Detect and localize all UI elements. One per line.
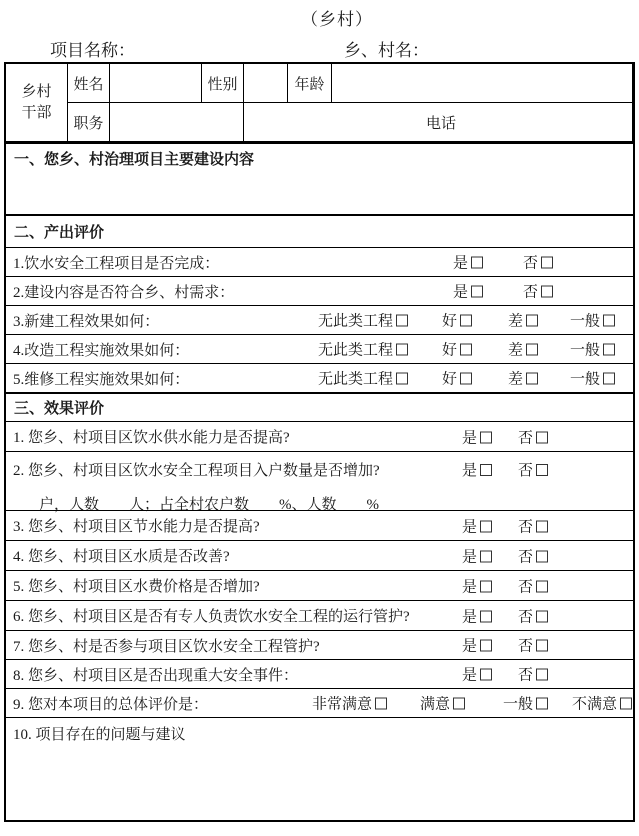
checkbox-no[interactable]: 否 xyxy=(518,459,548,480)
gender-value-cell[interactable] xyxy=(244,64,288,103)
question-row-s3-2 xyxy=(6,451,633,513)
section-1-construction-content[interactable] xyxy=(6,142,633,214)
survey-form-table xyxy=(4,62,635,822)
checkbox-icon xyxy=(536,640,548,652)
name-value-cell[interactable] xyxy=(110,64,202,103)
question-label: 4. 您乡、村项目区水质是否改善? xyxy=(13,549,230,565)
checkbox-unsatisfied[interactable]: 不满意 xyxy=(572,693,632,714)
question-row-s3-10-problems-suggestions[interactable] xyxy=(6,717,633,820)
checkbox-yes[interactable]: 是 xyxy=(453,252,483,273)
question-label: 3.新建工程效果如何： xyxy=(13,313,160,330)
question-row-s2-5 xyxy=(6,363,633,392)
phone-label: 电话 xyxy=(425,115,456,132)
position-label: 职务 xyxy=(68,103,110,142)
checkbox-no[interactable]: 否 xyxy=(518,515,548,536)
question-row-s3-1 xyxy=(6,421,633,451)
checkbox-yes[interactable]: 是 xyxy=(462,605,492,626)
project-name-label: 项目名称： xyxy=(50,41,135,60)
checkbox-icon xyxy=(471,257,483,269)
village-name-label: 乡、村名： xyxy=(344,41,429,60)
checkbox-average[interactable]: 一般 xyxy=(503,693,548,714)
checkbox-icon xyxy=(526,344,538,356)
question-row-s2-2 xyxy=(6,276,633,305)
checkbox-icon xyxy=(396,373,408,385)
checkbox-icon xyxy=(536,669,548,681)
checkbox-icon xyxy=(375,698,387,710)
checkbox-no[interactable]: 否 xyxy=(523,281,553,302)
checkbox-icon xyxy=(460,373,472,385)
checkbox-icon xyxy=(460,315,472,327)
checkbox-no[interactable]: 否 xyxy=(518,545,548,566)
gender-label: 性别 xyxy=(202,64,244,103)
checkbox-good[interactable]: 好 xyxy=(442,310,472,331)
question-row-s3-6 xyxy=(6,600,633,630)
section-1-heading: 一、您乡、村治理项目主要建设内容 xyxy=(14,151,255,168)
question-row-s3-8 xyxy=(6,659,633,688)
cadre-info-table xyxy=(6,64,633,142)
question-label: 9. 您对本项目的总体评价是： xyxy=(13,696,209,713)
question-label: 2.建设内容是否符合乡、村需求： xyxy=(13,284,235,301)
checkbox-average[interactable]: 一般 xyxy=(570,339,615,360)
checkbox-no[interactable]: 否 xyxy=(523,252,553,273)
question-label: 1. 您乡、村项目区饮水供水能力是否提高? xyxy=(13,430,290,446)
checkbox-icon xyxy=(536,698,548,710)
checkbox-yes[interactable]: 是 xyxy=(462,635,492,656)
question-row-s3-4 xyxy=(6,540,633,570)
checkbox-no[interactable]: 否 xyxy=(518,575,548,596)
question-label: 8. 您乡、村项目区是否出现重大安全事件： xyxy=(13,667,299,684)
question-row-s2-4 xyxy=(6,334,633,363)
section-2-heading: 二、产出评价 xyxy=(14,224,105,241)
checkbox-icon xyxy=(480,550,492,562)
checkbox-yes[interactable]: 是 xyxy=(462,575,492,596)
checkbox-none-of-type[interactable]: 无此类工程 xyxy=(318,368,408,389)
question-label: 1.饮水安全工程项目是否完成： xyxy=(13,255,220,272)
question-label: 5.维修工程实施效果如何： xyxy=(13,371,190,388)
checkbox-no[interactable]: 否 xyxy=(518,426,548,447)
checkbox-icon xyxy=(536,580,548,592)
checkbox-no[interactable]: 否 xyxy=(518,664,548,685)
checkbox-yes[interactable]: 是 xyxy=(453,281,483,302)
checkbox-icon xyxy=(480,431,492,443)
section-2-header xyxy=(6,214,633,247)
checkbox-icon xyxy=(536,520,548,532)
checkbox-icon xyxy=(536,431,548,443)
age-value-cell[interactable] xyxy=(332,64,633,103)
checkbox-icon xyxy=(460,344,472,356)
checkbox-icon xyxy=(526,315,538,327)
question-row-s2-1 xyxy=(6,247,633,276)
checkbox-icon xyxy=(480,580,492,592)
question-row-s2-3 xyxy=(6,305,633,334)
page-title: （乡村） xyxy=(301,10,373,29)
checkbox-yes[interactable]: 是 xyxy=(462,545,492,566)
checkbox-none-of-type[interactable]: 无此类工程 xyxy=(318,310,408,331)
checkbox-yes[interactable]: 是 xyxy=(462,459,492,480)
question-label: 2. 您乡、村项目区饮水安全工程项目入户数量是否增加? xyxy=(13,463,380,479)
checkbox-no[interactable]: 否 xyxy=(518,635,548,656)
cadre-role-label-cell xyxy=(6,64,68,142)
checkbox-bad[interactable]: 差 xyxy=(508,339,538,360)
position-value-cell[interactable] xyxy=(110,103,244,142)
question-label: 5. 您乡、村项目区水费价格是否增加? xyxy=(13,579,260,595)
question-label: 6. 您乡、村项目区是否有专人负责饮水安全工程的运行管护? xyxy=(13,609,410,625)
checkbox-average[interactable]: 一般 xyxy=(570,310,615,331)
question-label: 4.改造工程实施效果如何： xyxy=(13,342,190,359)
question-row-s3-5 xyxy=(6,570,633,600)
checkbox-bad[interactable]: 差 xyxy=(508,368,538,389)
checkbox-icon xyxy=(603,315,615,327)
checkbox-icon xyxy=(620,698,632,710)
question-label: 3. 您乡、村项目区节水能力是否提高? xyxy=(13,519,260,535)
section-3-heading: 三、效果评价 xyxy=(14,400,105,417)
checkbox-good[interactable]: 好 xyxy=(442,368,472,389)
checkbox-satisfied[interactable]: 满意 xyxy=(420,693,465,714)
checkbox-yes[interactable]: 是 xyxy=(462,515,492,536)
checkbox-yes[interactable]: 是 xyxy=(462,426,492,447)
checkbox-icon xyxy=(396,344,408,356)
checkbox-yes[interactable]: 是 xyxy=(462,664,492,685)
checkbox-icon xyxy=(541,286,553,298)
section-3-header xyxy=(6,392,633,421)
checkbox-icon xyxy=(480,640,492,652)
checkbox-none-of-type[interactable]: 无此类工程 xyxy=(318,339,408,360)
question-row-s3-7 xyxy=(6,630,633,659)
checkbox-icon xyxy=(480,610,492,622)
question-label: 7. 您乡、村是否参与项目区饮水安全工程管护? xyxy=(13,638,320,655)
checkbox-icon xyxy=(603,344,615,356)
checkbox-icon xyxy=(480,520,492,532)
phone-cell[interactable] xyxy=(244,103,633,142)
checkbox-icon xyxy=(396,315,408,327)
question-label: 10. 项目存在的问题与建议 xyxy=(13,727,186,743)
checkbox-icon xyxy=(480,669,492,681)
checkbox-icon xyxy=(536,610,548,622)
checkbox-average[interactable]: 一般 xyxy=(570,368,615,389)
checkbox-icon xyxy=(471,286,483,298)
checkbox-very-satisfied[interactable]: 非常满意 xyxy=(312,693,387,714)
question-row-s3-9 xyxy=(6,688,633,717)
checkbox-good[interactable]: 好 xyxy=(442,339,472,360)
checkbox-icon xyxy=(526,373,538,385)
fill-in-subline[interactable]: 户，人数 人；占全村农户数 %、人数 % xyxy=(39,497,379,513)
checkbox-icon xyxy=(536,550,548,562)
checkbox-icon xyxy=(453,698,465,710)
checkbox-icon xyxy=(541,257,553,269)
checkbox-icon xyxy=(603,373,615,385)
cadre-role-label: 乡村干部 xyxy=(21,84,52,121)
name-label: 姓名 xyxy=(68,64,110,103)
question-row-s3-3 xyxy=(6,510,633,540)
checkbox-icon xyxy=(480,464,492,476)
age-label: 年龄 xyxy=(288,64,332,103)
checkbox-no[interactable]: 否 xyxy=(518,605,548,626)
checkbox-bad[interactable]: 差 xyxy=(508,310,538,331)
checkbox-icon xyxy=(536,464,548,476)
